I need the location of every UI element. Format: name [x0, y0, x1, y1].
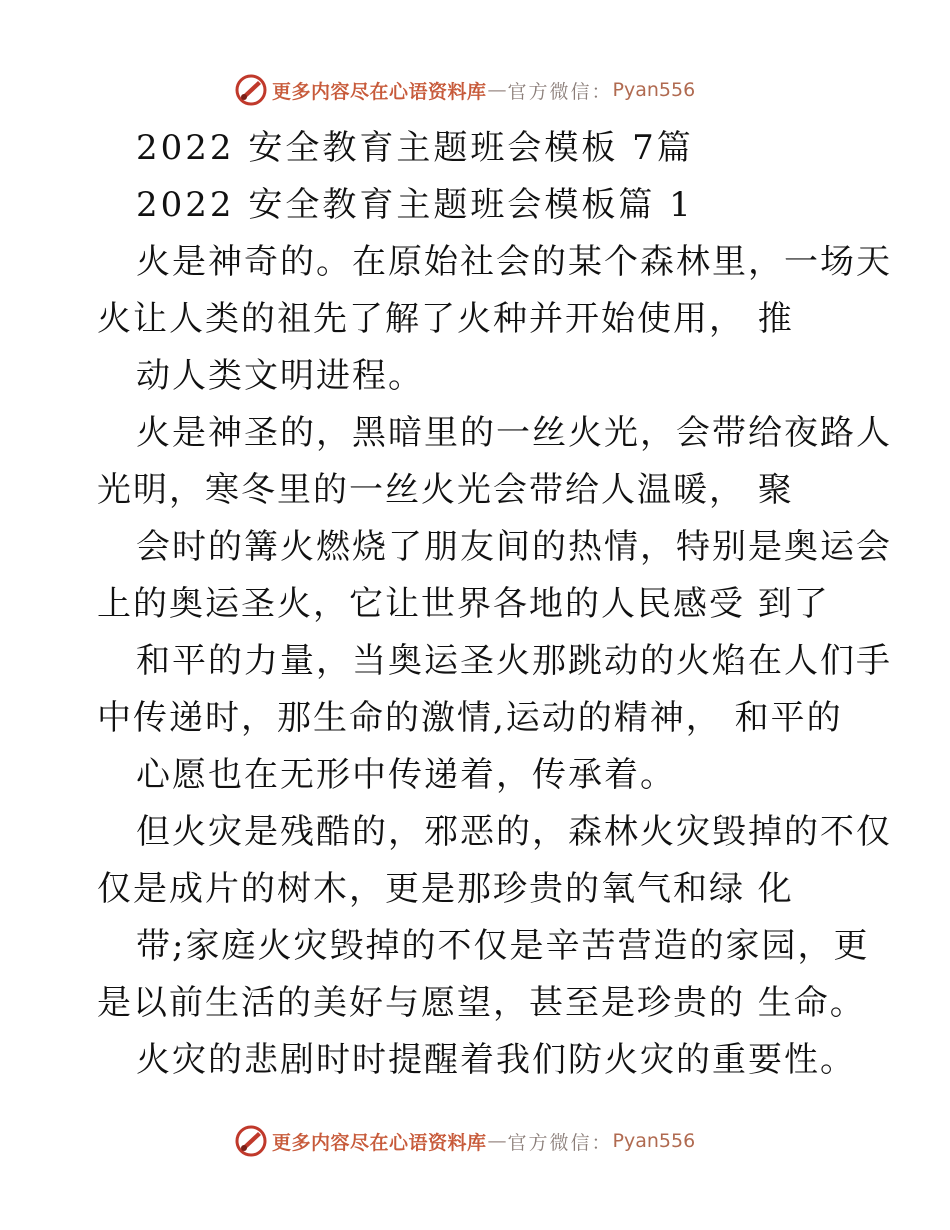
brand-logo-icon — [234, 1124, 268, 1158]
document-title: 2022 安全教育主题班会模板 7篇 — [136, 128, 694, 168]
header-banner — [234, 70, 695, 110]
paragraph-line: 光明，寒冬里的一丝火光会带给人温暖， 聚 — [97, 470, 794, 510]
document-subtitle: 2022 安全教育主题班会模板篇 1 — [136, 185, 694, 225]
banner-separator: — — [487, 79, 507, 101]
banner-wechat-label: 官方微信： — [507, 1131, 613, 1154]
paragraph-line: 带;家庭火灾毁掉的不仅是辛苦营造的家园，更 — [136, 926, 870, 966]
banner-separator: — — [487, 1130, 507, 1152]
brand-logo-icon — [234, 73, 268, 107]
paragraph-line: 但火灾是残酷的，邪恶的，森林火灾毁掉的不仅 — [136, 812, 892, 852]
banner-wechat-id: Pyan556 — [612, 1130, 696, 1152]
banner-wechat-label: 官方微信： — [507, 80, 613, 103]
paragraph-line: 火是神圣的，黑暗里的一丝火光，会带给夜路人 — [136, 413, 892, 453]
paragraph-line: 上的奥运圣火，它让世界各地的人民感受 到了 — [97, 584, 830, 624]
paragraph-line: 是以前生活的美好与愿望，甚至是珍贵的 生命。 — [97, 983, 866, 1023]
paragraph-line: 火是神奇的。在原始社会的某个森林里，一场天 — [136, 242, 892, 282]
paragraph-line: 心愿也在无形中传递着，传承着。 — [136, 755, 676, 795]
banner-brand-text: 更多内容尽在心语资料库 — [272, 80, 487, 103]
paragraph-line: 和平的力量，当奥运圣火那跳动的火焰在人们手 — [136, 641, 892, 681]
banner-wechat-id: Pyan556 — [612, 79, 696, 101]
paragraph-line: 动人类文明进程。 — [136, 356, 424, 396]
paragraph-line: 火灾的悲剧时时提醒着我们防火灾的重要性。 — [136, 1040, 856, 1080]
footer-banner — [234, 1121, 695, 1161]
paragraph-line: 火让人类的祖先了解了火种并开始使用， 推 — [97, 299, 794, 339]
paragraph-line: 中传递时，那生命的激情,运动的精神， 和平的 — [97, 698, 843, 738]
paragraph-line: 仅是成片的树木，更是那珍贵的氧气和绿 化 — [97, 869, 794, 909]
banner-brand-text: 更多内容尽在心语资料库 — [272, 1131, 487, 1154]
paragraph-line: 会时的篝火燃烧了朋友间的热情，特别是奥运会 — [136, 527, 892, 567]
